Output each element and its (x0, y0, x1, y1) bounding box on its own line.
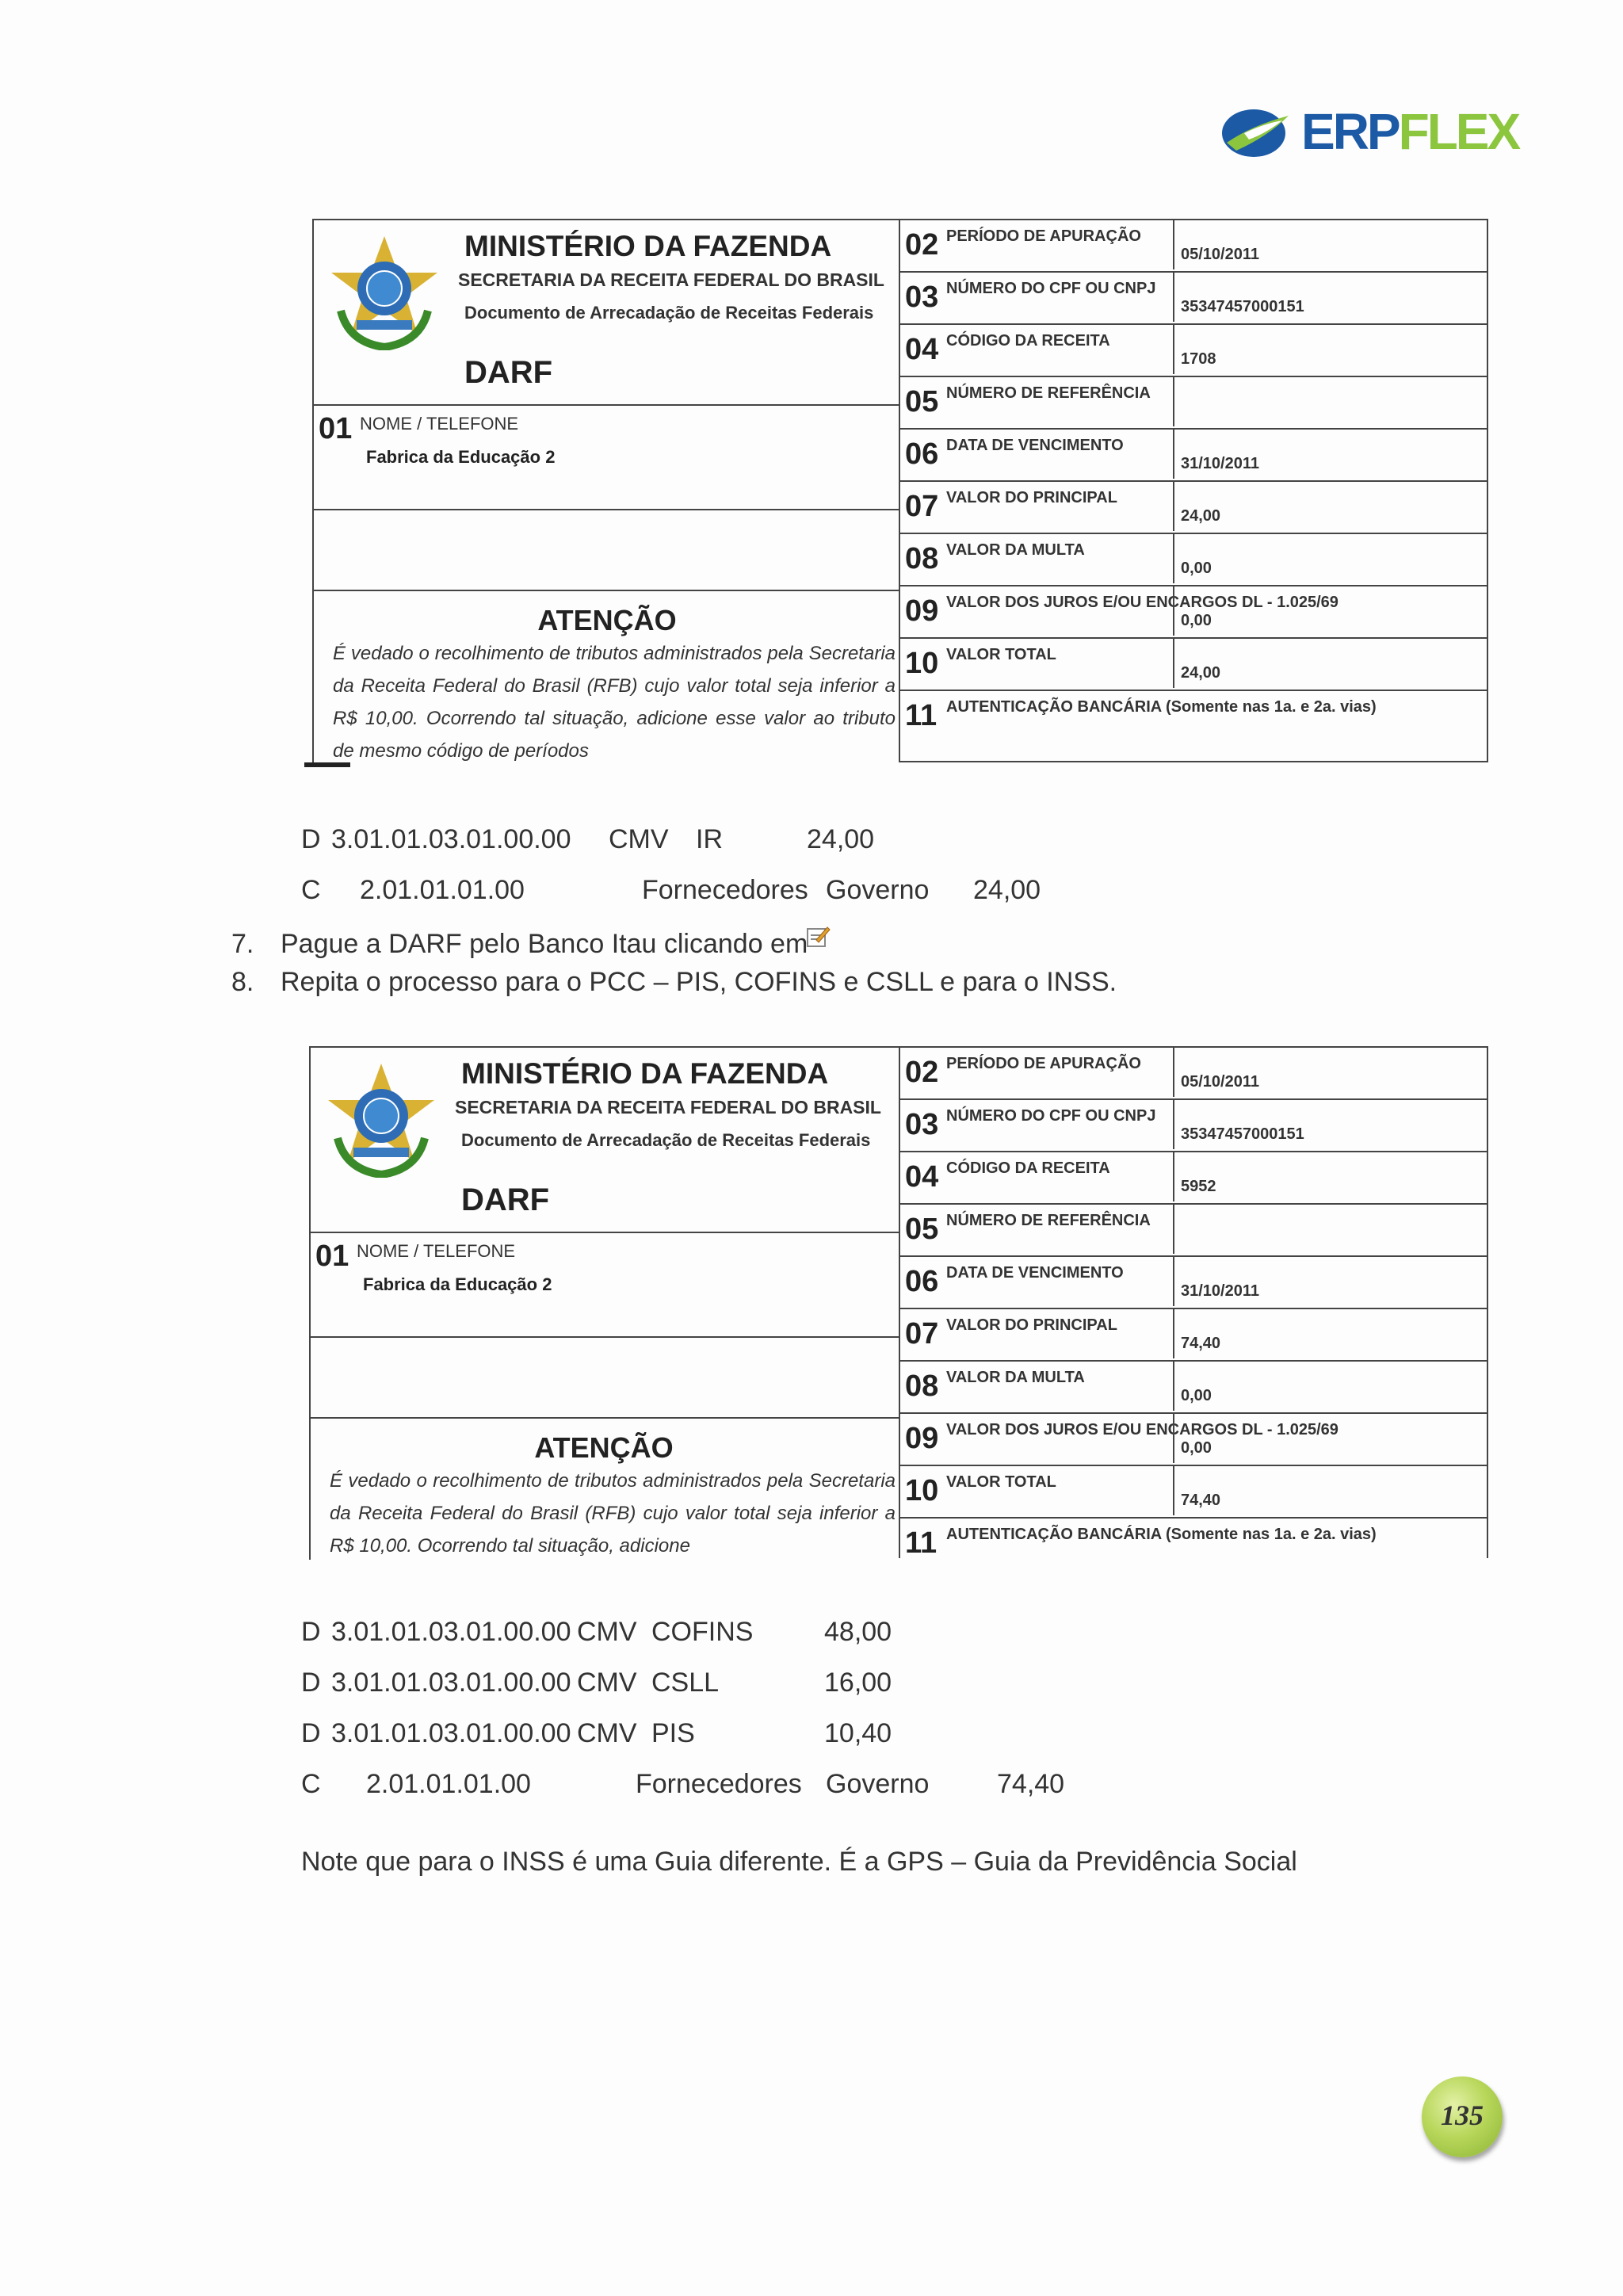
field-number: 09 (905, 594, 939, 628)
note-text: Note que para o INSS é uma Guia diferente. É a GPS – Guia da Previdência Social (301, 1847, 1297, 1877)
darf-title: DARF (464, 355, 553, 390)
darf-form-2 (309, 1046, 1488, 1558)
field-value: 5952 (1173, 1152, 1474, 1201)
field-number: 03 (905, 1108, 939, 1141)
field-value: 05/10/2011 (1173, 1048, 1474, 1097)
empty-box (314, 510, 900, 591)
darf-field-10 (900, 1466, 1487, 1519)
darf-field-02 (900, 1048, 1487, 1100)
field-value: 35347457000151 (1173, 273, 1474, 322)
entry-dc: D (301, 1668, 321, 1698)
field-number: 11 (905, 1526, 938, 1560)
field-number: 06 (905, 1265, 939, 1298)
darf-field-05 (900, 377, 1487, 430)
field-label: VALOR DO PRINCIPAL (946, 489, 1117, 506)
field-value: 24,00 (1173, 639, 1474, 688)
darf-field-07 (900, 482, 1487, 534)
field-number: 05 (905, 385, 939, 418)
entry-desc1: CMV (609, 824, 669, 854)
field-label: VALOR TOTAL (946, 646, 1056, 663)
field-label: AUTENTICAÇÃO BANCÁRIA (Somente nas 1a. e 2a. vias) (946, 1526, 1377, 1543)
darf-field-11 (900, 1519, 1487, 1596)
entry-dc: D (301, 824, 321, 854)
darf-header (314, 220, 900, 406)
nome-number: 01 (315, 1240, 349, 1273)
entry-desc1: CMV (577, 1668, 637, 1698)
darf-field-02 (900, 220, 1487, 273)
entry-valor: 10,40 (824, 1718, 892, 1748)
atencao-box (314, 591, 900, 766)
darf-left-panel (309, 1046, 900, 1560)
field-label: CÓDIGO DA RECEITA (946, 1159, 1110, 1177)
entry-desc1: CMV (577, 1617, 637, 1647)
darf-field-03 (900, 273, 1487, 325)
ministerio-title: MINISTÉRIO DA FAZENDA (461, 1057, 829, 1090)
empty-box (311, 1338, 900, 1419)
darf-field-07 (900, 1309, 1487, 1362)
field-value: 74,40 (1173, 1466, 1474, 1515)
entry-valor: 48,00 (824, 1617, 892, 1647)
documento-label: Documento de Arrecadação de Receitas Federais (464, 303, 874, 323)
nome-number: 01 (319, 412, 353, 445)
field-value: 0,00 (1173, 1414, 1474, 1463)
darf-field-09 (900, 586, 1487, 639)
field-number: 08 (905, 1370, 939, 1403)
field-value: 35347457000151 (1173, 1100, 1474, 1149)
field-number: 10 (905, 647, 939, 680)
brazil-coat-of-arms-icon (322, 1059, 441, 1178)
nome-box (311, 1233, 900, 1338)
darf-field-03 (900, 1100, 1487, 1152)
entry-dc: C (301, 1769, 321, 1799)
field-label: DATA DE VENCIMENTO (946, 437, 1124, 454)
field-number: 04 (905, 1160, 939, 1194)
entry-valor: 16,00 (824, 1668, 892, 1698)
field-label: VALOR DOS JUROS E/OU ENCARGOS DL - 1.025/69 (946, 1421, 1338, 1438)
ministerio-title: MINISTÉRIO DA FAZENDA (464, 230, 832, 262)
field-number: 10 (905, 1474, 939, 1507)
darf-field-08 (900, 534, 1487, 586)
darf-form-1 (312, 219, 1485, 762)
darf-field-04 (900, 1152, 1487, 1205)
step-7-text: Pague a DARF pelo Banco Itau clicando em (281, 929, 808, 959)
darf-right-panel (899, 1046, 1488, 1558)
field-label: AUTENTICAÇÃO BANCÁRIA (Somente nas 1a. e 2a. vias) (946, 698, 1377, 716)
field-number: 07 (905, 1317, 939, 1350)
field-label: VALOR DA MULTA (946, 541, 1085, 559)
entry-desc2: CSLL (651, 1668, 720, 1698)
nome-label: NOME / TELEFONE (357, 1241, 516, 1261)
darf-header (311, 1048, 900, 1233)
field-value: 0,00 (1173, 534, 1474, 583)
field-label: NÚMERO DO CPF OU CNPJ (946, 1107, 1156, 1125)
atencao-text: É vedado o recolhimento de tributos administrados pela Secretaria da Receita Federal do Brasil (RFB) cujo valor total seja inferior a R$ 10,00. Ocorrendo tal situação, adicione (330, 1470, 896, 1557)
entry-conta: 3.01.01.03.01.00.00 (331, 1718, 571, 1748)
entry-desc1: CMV (577, 1718, 637, 1748)
entry-desc2: Governo (826, 1769, 930, 1799)
secretaria-label: SECRETARIA DA RECEITA FEDERAL DO BRASIL (458, 269, 884, 290)
entry-valor: 24,00 (973, 875, 1041, 905)
field-value: 1708 (1173, 325, 1474, 374)
field-number: 09 (905, 1422, 939, 1455)
field-label: VALOR DA MULTA (946, 1369, 1085, 1386)
darf-field-09 (900, 1414, 1487, 1466)
darf-field-06 (900, 430, 1487, 482)
entry-dc: D (301, 1617, 321, 1647)
field-value: 0,00 (1173, 586, 1474, 636)
entry-desc2: Governo (826, 875, 930, 905)
field-number: 05 (905, 1213, 939, 1246)
atencao-text: É vedado o recolhimento de tributos administrados pela Secretaria da Receita Federal do Brasil (RFB) cujo valor total seja inferior a R$ 10,00. Ocorrendo tal situação, adicione esse valor ao tributo de mesmo código de períodos (333, 643, 896, 762)
nome-box (314, 406, 900, 510)
field-value: 0,00 (1173, 1362, 1474, 1411)
field-number: 03 (905, 281, 939, 314)
entry-conta: 3.01.01.03.01.00.00 (331, 1668, 571, 1698)
documento-label: Documento de Arrecadação de Receitas Federais (461, 1130, 871, 1150)
field-number: 04 (905, 333, 939, 366)
darf-field-06 (900, 1257, 1487, 1309)
atencao-title: ATENÇÃO (534, 1431, 674, 1464)
logo-text: ERPFLEX (1301, 103, 1519, 160)
field-number: 11 (905, 699, 938, 732)
field-number: 07 (905, 490, 939, 523)
field-label: DATA DE VENCIMENTO (946, 1264, 1124, 1282)
entry-valor: 74,40 (997, 1769, 1065, 1799)
atencao-title: ATENÇÃO (537, 604, 677, 636)
entry-dc: D (301, 1718, 321, 1748)
field-label: NÚMERO DE REFERÊNCIA (946, 1212, 1151, 1229)
field-label: PERÍODO DE APURAÇÃO (946, 1055, 1141, 1072)
field-value: 74,40 (1173, 1309, 1474, 1358)
nome-value: Fabrica da Educação 2 (363, 1274, 552, 1294)
field-label: VALOR TOTAL (946, 1473, 1056, 1491)
entry-conta: 2.01.01.01.00 (360, 875, 525, 905)
entry-conta: 2.01.01.01.00 (366, 1769, 531, 1799)
entry-dc: C (301, 875, 321, 905)
field-number: 06 (905, 437, 939, 471)
field-label: NÚMERO DE REFERÊNCIA (946, 384, 1151, 402)
step-7-number: 7. (231, 929, 254, 959)
entry-desc1: Fornecedores (636, 1769, 802, 1799)
darf-field-05 (900, 1205, 1487, 1257)
cursor-mark (304, 762, 350, 767)
field-value (1173, 1205, 1474, 1254)
darf-field-11 (900, 691, 1487, 769)
step-8-number: 8. (231, 967, 254, 997)
darf-right-panel (899, 219, 1488, 762)
field-label: CÓDIGO DA RECEITA (946, 332, 1110, 350)
field-number: 08 (905, 542, 939, 575)
nome-value: Fabrica da Educação 2 (366, 447, 556, 467)
page-number: 135 (1441, 2099, 1484, 2131)
entry-conta: 3.01.01.03.01.00.00 (331, 824, 571, 854)
field-value: 31/10/2011 (1173, 430, 1474, 479)
darf-field-10 (900, 639, 1487, 691)
entry-valor: 24,00 (807, 824, 875, 854)
entry-desc2: PIS (651, 1718, 695, 1748)
page-number-badge (1422, 2076, 1503, 2157)
entry-desc2: COFINS (651, 1617, 754, 1647)
darf-left-panel (312, 219, 900, 764)
atencao-box (311, 1419, 900, 1561)
field-value: 31/10/2011 (1173, 1257, 1474, 1306)
entry-desc1: Fornecedores (642, 875, 808, 905)
secretaria-label: SECRETARIA DA RECEITA FEDERAL DO BRASIL (455, 1097, 881, 1117)
nome-label: NOME / TELEFONE (360, 414, 519, 434)
darf-field-08 (900, 1362, 1487, 1414)
darf-field-04 (900, 325, 1487, 377)
field-label: PERÍODO DE APURAÇÃO (946, 227, 1141, 245)
entry-conta: 3.01.01.03.01.00.00 (331, 1617, 571, 1647)
field-value: 24,00 (1173, 482, 1474, 531)
brazil-coat-of-arms-icon (325, 231, 444, 350)
edit-icon[interactable] (805, 924, 831, 949)
field-label: VALOR DO PRINCIPAL (946, 1316, 1117, 1334)
field-value (1173, 377, 1474, 426)
field-value: 05/10/2011 (1173, 220, 1474, 269)
field-label: NÚMERO DO CPF OU CNPJ (946, 280, 1156, 297)
entry-desc2: IR (696, 824, 723, 854)
darf-title: DARF (461, 1182, 550, 1217)
field-number: 02 (905, 228, 939, 262)
field-number: 02 (905, 1056, 939, 1089)
step-8-text: Repita o processo para o PCC – PIS, COFINS e CSLL e para o INSS. (281, 967, 1117, 997)
field-label: VALOR DOS JUROS E/OU ENCARGOS DL - 1.025/69 (946, 594, 1338, 611)
